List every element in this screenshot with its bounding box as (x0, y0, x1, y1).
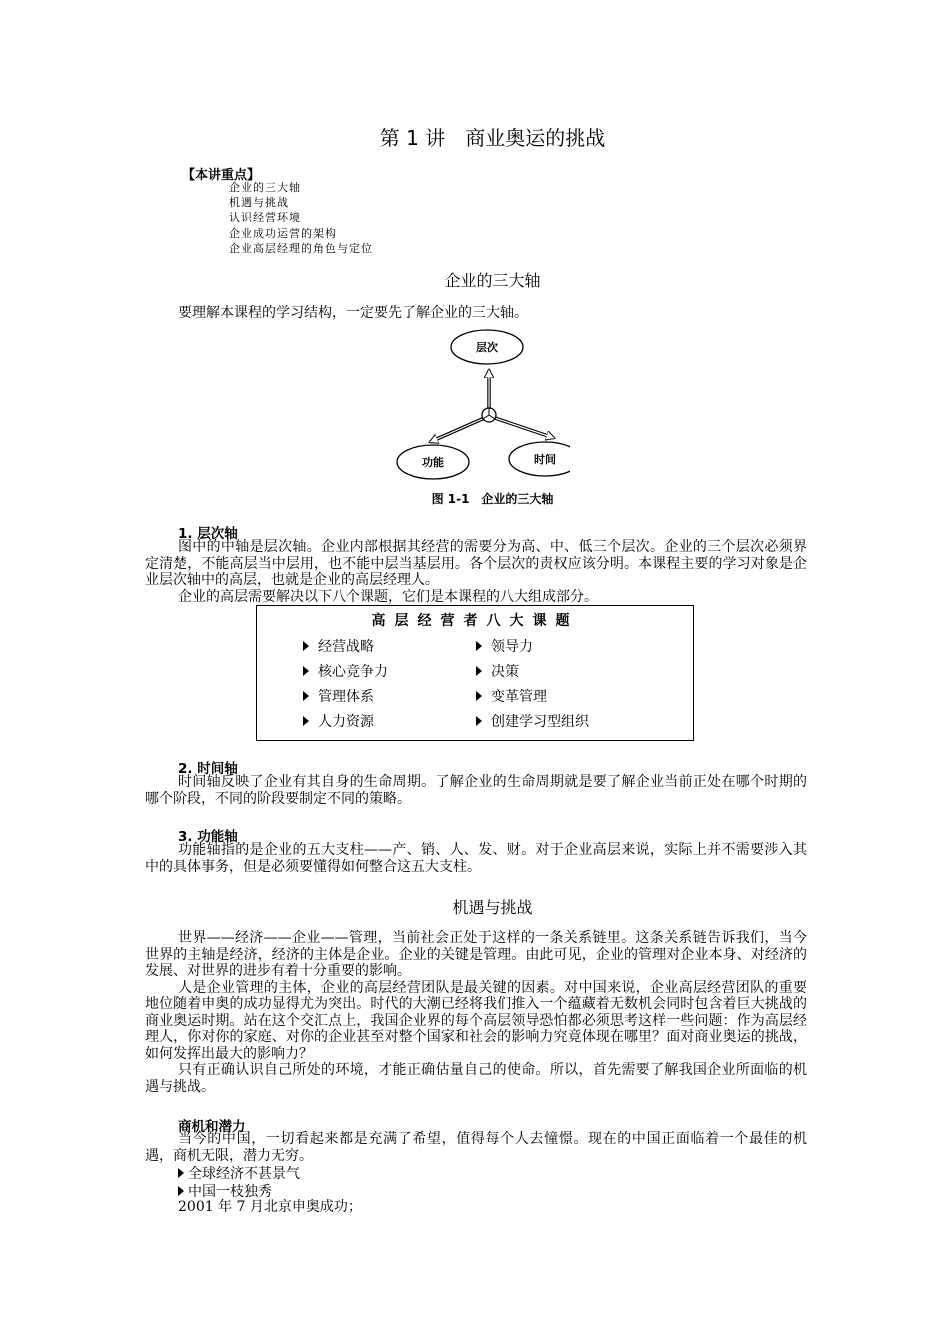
opportunity-challenge-text (145, 930, 807, 1095)
triangle-bullet-icon (303, 691, 309, 701)
beijing-bid-text (145, 1199, 807, 1216)
bullet-item: 全球经济不甚景气 (178, 1163, 300, 1183)
triangle-bullet-icon (476, 691, 482, 701)
topic-item: 决策 (476, 661, 519, 681)
three-axes-diagram (390, 326, 570, 486)
heading-function-axis: 3. 功能轴 (178, 829, 238, 845)
key-point-item: 机遇与挑战 (229, 196, 289, 210)
heading-hierarchy-axis: 1. 层次轴 (178, 526, 238, 542)
paragraph: 企业的高层需要解决以下八个课题，它们是本课程的八大组成部分。 (178, 588, 598, 605)
time-axis-text (145, 774, 807, 807)
key-point-item: 企业成功运营的架构 (229, 226, 337, 240)
triangle-bullet-icon (303, 716, 309, 726)
heading-time-axis: 2. 时间轴 (178, 761, 238, 777)
key-points-list (229, 180, 373, 256)
triangle-bullet-icon (476, 641, 482, 651)
topics-box-title: 高层经营者八大课题 (371, 613, 579, 629)
topic-item: 领导力 (476, 636, 533, 656)
section-heading-three-axes: 企业的三大轴 (444, 271, 541, 290)
eight-topics-box (256, 605, 694, 741)
topic-item: 核心竞争力 (303, 661, 388, 681)
paragraph: 时间轴反映了企业有其自身的生命周期。了解企业的生命周期就是要了解企业当前正处在哪个时期的哪个阶段，不同的阶段要制定不同的策略。 (145, 774, 807, 807)
topic-item: 人力资源 (303, 711, 374, 731)
page-title: 第 1 讲 商业奥运的挑战 (379, 126, 606, 150)
figure-caption: 图 1-1 企业的三大轴 (431, 492, 554, 506)
intro-paragraph: 要理解本课程的学习结构，一定要先了解企业的三大轴。 (178, 305, 528, 321)
hierarchy-axis-text (145, 539, 807, 605)
key-point-item: 认识经营环境 (229, 211, 301, 225)
triangle-bullet-icon (476, 716, 482, 726)
function-axis-text (145, 842, 807, 875)
bullet-item: 中国一枝独秀 (178, 1181, 272, 1201)
paragraph: 人是企业管理的主体，企业的高层经营团队是最关键的因素。对中国来说，企业高层经营团队的重要地位随着申奥的成功显得尤为突出。时代的大潮已经将我们推入一个蕴藏着无数机会同时包含着巨大挑战的商业奥运时期。站在这个交汇点上，我国企业界的每个高层领导恐怕都必须思考这样一些问题：作为高层经理人，你对你的家庭、对你的企业甚至对整个国家和社会的影响力究竟体现在哪里？面对商业奥运的挑战，如何发挥出最大的影响力？ (145, 979, 807, 1062)
business-potential-text (145, 1131, 807, 1164)
paragraph: 图中的中轴是层次轴。企业内部根据其经营的需要分为高、中、低三个层次。企业的三个层次必须界定清楚，不能高层当中层用，也不能中层当基层用。各个层次的责权应该分明。本课程主要的学习对象是企业层次轴中的高层，也就是企业的高层经理人。 (145, 539, 807, 588)
triangle-bullet-icon (303, 666, 309, 676)
triangle-bullet-icon (178, 1186, 184, 1196)
key-point-item: 企业高层经理的角色与定位 (229, 241, 373, 255)
paragraph: 当今的中国，一切看起来都是充满了希望，值得每个人去憧憬。现在的中国正面临着一个最佳的机遇，商机无限，潜力无穷。 (145, 1131, 807, 1164)
section1-intro (145, 305, 807, 322)
paragraph: 功能轴指的是企业的五大支柱——产、销、人、发、财。对于企业高层来说，实际上并不需要涉入其中的具体事务，但是必须要懂得如何整合这五大支柱。 (145, 842, 807, 875)
heading-business-potential: 商机和潜力 (178, 1119, 246, 1135)
label-time: 时间 (534, 453, 556, 466)
topic-item: 变革管理 (476, 686, 547, 706)
triangle-bullet-icon (303, 641, 309, 651)
paragraph: 世界——经济——企业——管理，当前社会正处于这样的一条关系链里。这条关系链告诉我们，当今世界的主轴是经济，经济的主体是企业。企业的关键是管理。由此可见，企业的管理对企业本身、对经济的发展、对世界的进步有着十分重要的影响。 (145, 930, 807, 979)
key-point-item: 企业的三大轴 (229, 181, 301, 194)
triangle-bullet-icon (476, 666, 482, 676)
section-heading-opportunity: 机遇与挑战 (452, 898, 533, 917)
paragraph: 2001 年 7 月北京申奥成功； (178, 1199, 362, 1215)
topic-item: 管理体系 (303, 686, 374, 706)
paragraph: 只有正确认识自己所处的环境，才能正确估量自己的使命。所以，首先需要了解我国企业所面临的机遇与挑战。 (145, 1062, 807, 1095)
label-function: 功能 (422, 456, 444, 469)
label-hierarchy: 层次 (476, 341, 498, 354)
triangle-bullet-icon (178, 1168, 184, 1178)
topic-item: 经营战略 (303, 636, 374, 656)
topic-item: 创建学习型组织 (476, 711, 589, 731)
key-points-heading: 【本讲重点】 (182, 168, 261, 183)
